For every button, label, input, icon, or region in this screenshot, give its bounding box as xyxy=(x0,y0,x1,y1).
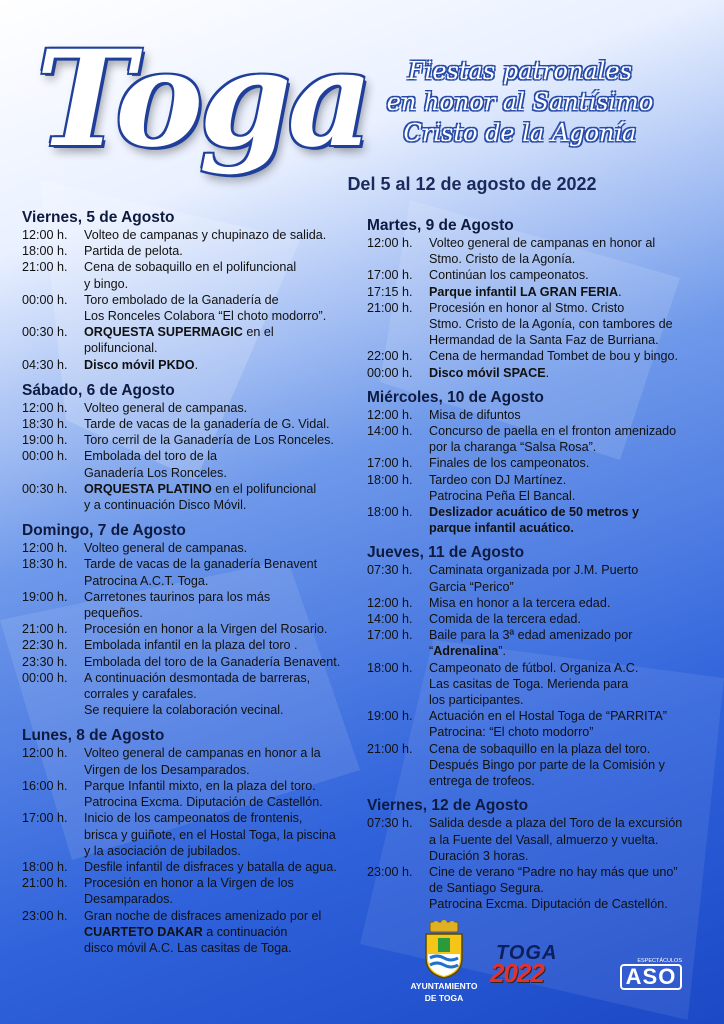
event-row xyxy=(22,324,362,356)
event-row xyxy=(367,472,712,504)
event-description xyxy=(84,324,362,356)
event-time: 21:00 h. xyxy=(367,741,413,756)
ayuntamiento-label: DE TOGA xyxy=(424,993,464,1003)
event-highlight: Disco móvil SPACE xyxy=(429,365,546,380)
event-time: 16:00 h. xyxy=(22,778,68,793)
event-description xyxy=(84,416,362,432)
event-text: Misa en honor a la tercera edad. xyxy=(429,595,611,610)
event-text: Cine de verano “Padre no hay más que uno” de Santiago Segura. Patrocina Excma. Diputación de Castellón. xyxy=(429,864,678,912)
event-text: Carretones taurinos para los más pequeños. xyxy=(84,589,271,621)
event-row xyxy=(22,416,362,432)
event-row xyxy=(367,708,712,740)
event-row xyxy=(367,627,712,659)
event-row xyxy=(22,540,362,556)
event-row xyxy=(22,227,362,243)
event-description xyxy=(429,504,712,536)
event-time: 00:30 h. xyxy=(22,481,68,496)
event-row xyxy=(367,455,712,471)
event-time: 12:00 h. xyxy=(22,400,68,415)
event-row xyxy=(22,448,362,480)
event-text: Inicio de los campeonatos de frontenis, brisca y guiñote, en el Hostal Toga, la piscina y la asociación de jubilados. xyxy=(84,811,336,858)
event-description xyxy=(84,259,362,291)
event-row xyxy=(367,611,712,627)
event-row xyxy=(367,365,712,381)
event-description xyxy=(429,815,712,864)
event-row xyxy=(22,908,362,957)
event-description xyxy=(84,589,362,621)
event-text: Toro embolado de la Ganadería de Los Ronceles Colabora “El choto modorro”. xyxy=(84,292,327,324)
event-text: Baile para la 3ª edad amenizado por “ xyxy=(429,628,633,659)
event-text: Procesión en honor al Stmo. Cristo Stmo. Cristo de la Agonía, con tambores de Hermandad de la Santa Faz de Burriana. xyxy=(429,300,673,348)
event-text: Tardeo con DJ Martínez. Patrocina Peña El Bancal. xyxy=(429,472,576,503)
event-text: Volteo general de campanas en honor a la Virgen de los Desamparados. xyxy=(84,746,321,777)
event-row xyxy=(22,654,362,670)
event-text: Volteo general de campanas en honor al Stmo. Cristo de la Agonía. xyxy=(429,236,656,267)
event-text: Parque Infantil mixto, en la plaza del toro. Patrocina Excma. Diputación de Castellón. xyxy=(84,778,323,810)
poster-title: Toga xyxy=(36,22,369,177)
event-highlight: Adrenalina xyxy=(433,644,499,659)
event-description xyxy=(84,621,362,637)
ayuntamiento-logo xyxy=(404,920,484,1004)
event-text: ”. xyxy=(498,644,506,659)
event-text: a continuación disco móvil A.C. Las casitas de Toga. xyxy=(84,924,292,955)
event-description xyxy=(429,660,712,709)
event-time: 18:00 h. xyxy=(367,472,413,487)
subtitle-line: Fiestas patronales xyxy=(408,57,632,85)
event-row xyxy=(22,637,362,653)
event-row xyxy=(367,348,712,364)
event-time: 19:00 h. xyxy=(22,433,68,448)
event-time: 17:00 h. xyxy=(367,456,413,471)
event-time: 12:00 h. xyxy=(367,595,413,610)
day-section xyxy=(22,726,362,956)
day-title: Domingo, 7 de Agosto xyxy=(22,522,186,540)
event-row xyxy=(22,432,362,448)
event-row xyxy=(22,778,362,810)
event-time: 18:00 h. xyxy=(367,660,413,675)
event-text: Campeonato de fútbol. Organiza A.C. Las casitas de Toga. Merienda para los participantes. xyxy=(429,660,639,708)
event-row xyxy=(22,745,362,777)
event-time: 07:30 h. xyxy=(367,563,413,578)
event-row xyxy=(22,481,362,513)
event-time: 23:00 h. xyxy=(367,864,413,879)
event-time: 21:00 h. xyxy=(22,622,68,637)
event-text: Comida de la tercera edad. xyxy=(429,612,581,627)
event-description xyxy=(84,654,362,670)
event-text: Volteo general de campanas. xyxy=(84,400,248,415)
event-highlight: CUARTETO DAKAR xyxy=(84,924,203,939)
event-description xyxy=(429,235,712,267)
event-description xyxy=(84,481,362,513)
event-description xyxy=(84,778,362,810)
event-time: 23:30 h. xyxy=(22,654,68,669)
event-description xyxy=(84,810,362,859)
event-time: 22:00 h. xyxy=(367,349,413,364)
event-row xyxy=(22,357,362,373)
event-description xyxy=(84,540,362,556)
event-text: . xyxy=(545,365,550,380)
event-text: Procesión en honor a la Virgen del Rosario. xyxy=(84,622,328,637)
event-row xyxy=(367,864,712,913)
event-description xyxy=(429,627,712,659)
event-highlight: Disco móvil PKDO xyxy=(84,357,195,372)
event-text: Concurso de paella en el fronton amenizado por la charanga “Salsa Rosa”. xyxy=(429,424,677,455)
event-time: 00:30 h. xyxy=(22,325,68,340)
event-row xyxy=(22,243,362,259)
event-time: 21:00 h. xyxy=(367,300,413,315)
aso-text: ASO xyxy=(620,964,682,990)
event-description xyxy=(429,611,712,627)
event-text: Embolada infantil en la plaza del toro . xyxy=(84,638,298,653)
event-text: Embolada del toro de la Ganadería Benavent. xyxy=(84,654,341,669)
schedule-left-column xyxy=(22,208,362,957)
event-time: 12:00 h. xyxy=(367,407,413,422)
event-text: Actuación en el Hostal Toga de “PARRITA” Patrocina: “El choto modorro” xyxy=(429,709,667,740)
event-text: Gran noche de disfraces amenizado por el xyxy=(84,908,322,923)
event-time: 00:00 h. xyxy=(367,365,413,380)
event-row xyxy=(367,284,712,300)
ayuntamiento-label: AYUNTAMIENTO xyxy=(410,981,478,991)
aso-small-text: ESPECTÁCULOS xyxy=(637,958,682,964)
event-text: Procesión en honor a la Virgen de los Desamparados. xyxy=(84,876,294,907)
event-row xyxy=(367,595,712,611)
day-title: Viernes, 5 de Agosto xyxy=(22,209,175,226)
event-time: 00:00 h. xyxy=(22,670,68,685)
event-description xyxy=(84,243,362,259)
event-text: Misa de difuntos xyxy=(429,407,521,422)
event-row xyxy=(22,556,362,588)
event-description xyxy=(84,400,362,416)
event-text: A continuación desmontada de barreras, corrales y carafales. Se requiere la colaboración vecinal. xyxy=(84,670,311,718)
festival-dates: Del 5 al 12 de agosto de 2022 xyxy=(347,174,597,194)
event-text: en el polifuncional y a continuación Disco Móvil. xyxy=(84,481,317,513)
event-highlight: ORQUESTA PLATINO xyxy=(84,481,212,496)
event-text: Desfile infantil de disfraces y batalla de agua. xyxy=(84,859,337,874)
day-section xyxy=(367,216,712,381)
event-text: Partida de pelota. xyxy=(84,244,183,259)
event-description xyxy=(429,472,712,504)
event-text: Embolada del toro de la Ganadería Los Ronceles. xyxy=(84,449,227,480)
day-title: Lunes, 8 de Agosto xyxy=(22,727,165,745)
event-text: . xyxy=(194,357,199,372)
event-row xyxy=(22,400,362,416)
event-text: Finales de los campeonatos. xyxy=(429,456,590,471)
event-description xyxy=(429,300,712,349)
event-time: 17:00 h. xyxy=(367,268,413,283)
event-description xyxy=(84,292,362,324)
event-description xyxy=(84,637,362,653)
event-text: Caminata organizada por J.M. Puerto Garcia “Perico” xyxy=(429,563,639,594)
event-time: 14:00 h. xyxy=(367,612,413,627)
day-section xyxy=(367,796,712,912)
day-title: Jueves, 11 de Agosto xyxy=(367,544,525,562)
event-time: 17:15 h. xyxy=(367,284,413,299)
event-time: 04:30 h. xyxy=(22,357,68,372)
event-time: 18:00 h. xyxy=(22,859,68,874)
event-time: 07:30 h. xyxy=(367,816,413,831)
event-description xyxy=(84,556,362,588)
event-time: 21:00 h. xyxy=(22,876,68,891)
event-time: 18:30 h. xyxy=(22,417,68,432)
subtitle-line: en honor al Santísimo xyxy=(386,88,654,116)
event-row xyxy=(367,267,712,283)
event-text: Cena de hermandad Tombet de bou y bingo. xyxy=(429,349,679,364)
event-time: 00:00 h. xyxy=(22,449,68,464)
day-title: Martes, 9 de Agosto xyxy=(367,217,514,234)
event-row xyxy=(22,621,362,637)
event-time: 17:00 h. xyxy=(367,628,413,643)
event-description xyxy=(429,284,712,300)
day-section xyxy=(22,208,362,373)
poster-subtitle xyxy=(360,56,680,149)
schedule-right-column xyxy=(367,216,712,914)
toga-logo-year: 2022 xyxy=(490,958,544,988)
day-title: Miércoles, 10 de Agosto xyxy=(367,388,544,406)
event-text: Volteo de campanas y chupinazo de salida. xyxy=(84,228,327,242)
event-description xyxy=(429,708,712,740)
day-title: Sábado, 6 de Agosto xyxy=(22,381,175,399)
event-row xyxy=(22,589,362,621)
event-row xyxy=(22,292,362,324)
event-time: 18:00 h. xyxy=(22,244,68,259)
event-time: 23:00 h. xyxy=(22,908,68,923)
event-description xyxy=(84,670,362,719)
event-time: 19:00 h. xyxy=(367,709,413,724)
event-description xyxy=(429,365,712,381)
event-description xyxy=(429,741,712,790)
event-description xyxy=(429,455,712,471)
event-text: Continúan los campeonatos. xyxy=(429,268,589,283)
event-description xyxy=(429,562,712,594)
event-description xyxy=(84,227,362,243)
event-row xyxy=(22,259,362,291)
event-highlight: Parque infantil LA GRAN FERIA xyxy=(429,284,619,299)
event-description xyxy=(84,908,362,957)
event-text: Tarde de vacas de la ganadería Benavent Patrocina A.C.T. Toga. xyxy=(84,557,318,588)
event-time: 14:00 h. xyxy=(367,424,413,439)
day-section xyxy=(367,543,712,789)
event-time: 12:00 h. xyxy=(22,746,68,761)
event-row xyxy=(367,815,712,864)
coat-of-arms-icon xyxy=(420,920,468,980)
event-description xyxy=(429,423,712,455)
event-time: 12:00 h. xyxy=(22,541,68,556)
event-time: 17:00 h. xyxy=(22,811,68,826)
event-description xyxy=(84,859,362,875)
event-time: 12:00 h. xyxy=(367,236,413,250)
event-text: Salida desde a plaza del Toro de la excursión a la Fuente del Vasall, almuerzo y vuelta. Duración 3 horas. xyxy=(429,816,683,863)
event-highlight: Deslizador acuático de 50 metros y parque infantil acuático. xyxy=(429,505,639,536)
event-row xyxy=(22,875,362,907)
event-text: Cena de sobaquillo en el polifuncional y bingo. xyxy=(84,260,297,291)
event-time: 22:30 h. xyxy=(22,638,68,653)
event-row xyxy=(367,423,712,455)
event-text: Volteo general de campanas. xyxy=(84,541,248,556)
event-highlight: ORQUESTA SUPERMAGIC xyxy=(84,325,243,340)
event-description xyxy=(429,407,712,423)
event-row xyxy=(367,741,712,790)
aso-logo xyxy=(620,958,682,996)
event-time: 18:00 h. xyxy=(367,505,413,520)
event-row xyxy=(367,660,712,709)
event-row xyxy=(367,235,712,267)
event-description xyxy=(429,864,712,913)
event-text: en el polifuncional. xyxy=(84,325,274,356)
day-section xyxy=(22,521,362,718)
toga-2022-logo xyxy=(488,942,602,988)
event-time: 12:00 h. xyxy=(22,228,68,242)
day-title: Viernes, 12 de Agosto xyxy=(367,797,529,815)
event-description xyxy=(84,745,362,777)
event-time: 21:00 h. xyxy=(22,260,68,275)
sponsor-logos xyxy=(390,918,720,1024)
event-row xyxy=(22,810,362,859)
event-text: . xyxy=(618,284,622,299)
event-description xyxy=(429,267,712,283)
event-time: 19:00 h. xyxy=(22,589,68,604)
event-text: Cena de sobaquillo en la plaza del toro. Después Bingo por parte de la Comisión y entrega de trofeos. xyxy=(429,741,665,789)
event-time: 18:30 h. xyxy=(22,557,68,572)
event-row xyxy=(367,407,712,423)
event-time: 00:00 h. xyxy=(22,292,68,307)
subtitle-line: Cristo de la Agonía xyxy=(403,119,637,147)
day-section xyxy=(22,381,362,513)
event-row xyxy=(22,859,362,875)
event-description xyxy=(429,348,712,364)
event-row xyxy=(367,562,712,594)
event-description xyxy=(84,432,362,448)
day-section xyxy=(367,388,712,537)
toga-logo-word: TOGA xyxy=(496,942,558,964)
event-row xyxy=(22,670,362,719)
event-text: Toro cerril de la Ganadería de Los Ronceles. xyxy=(84,433,334,448)
event-description xyxy=(84,357,362,373)
event-row xyxy=(367,300,712,349)
event-row xyxy=(367,504,712,536)
event-description xyxy=(84,875,362,907)
event-text: Tarde de vacas de la ganadería de G. Vidal. xyxy=(84,417,330,432)
event-description xyxy=(429,595,712,611)
event-description xyxy=(84,448,362,480)
